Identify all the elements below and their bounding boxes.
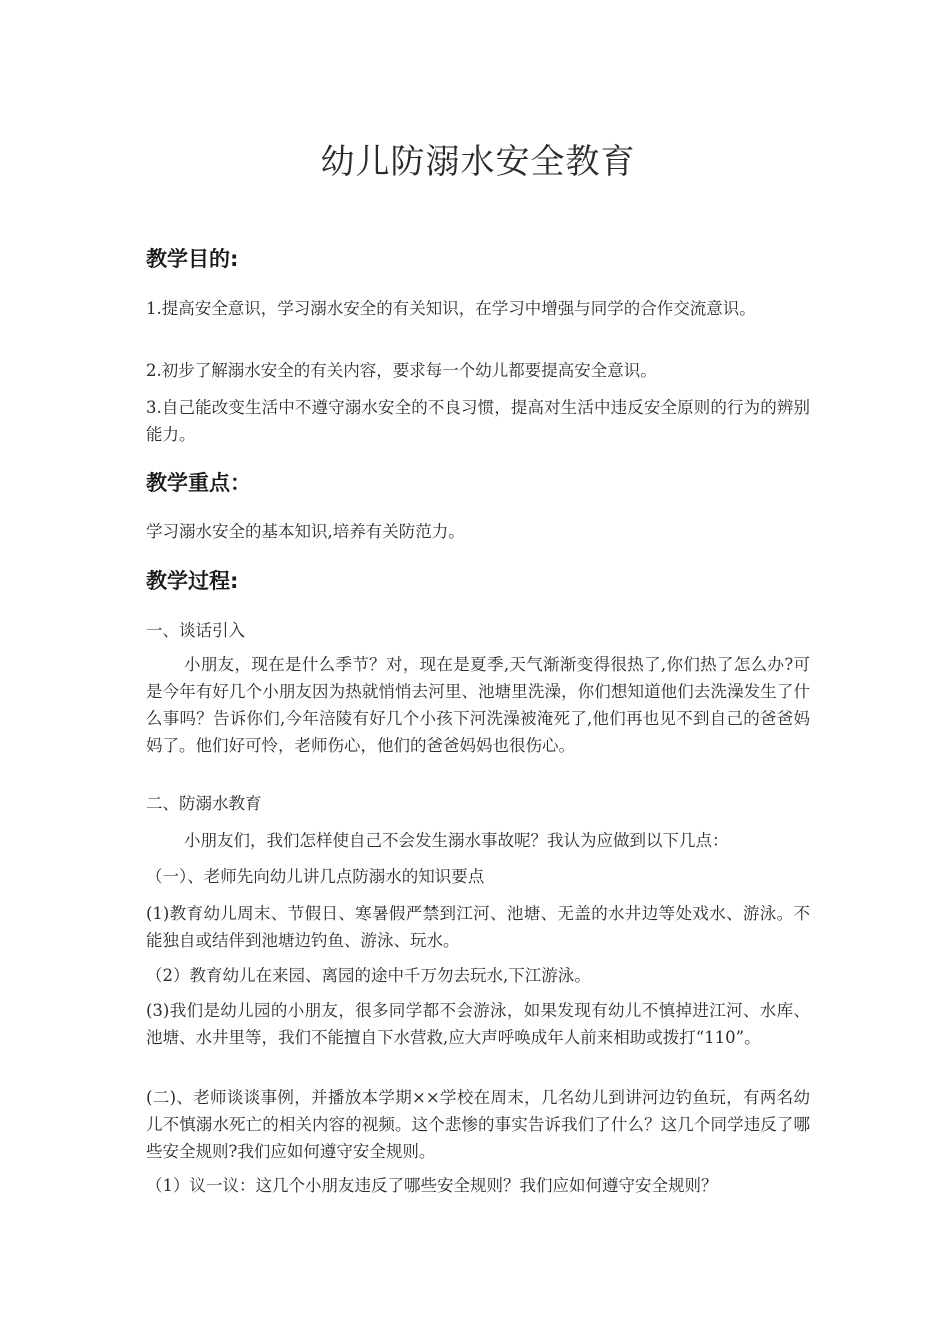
process-sub2-text: (二)、老师谈谈事例，并播放本学期××学校在周末，几名幼儿到讲河边钓鱼玩，有两名幼儿不慎溺水死亡的相关内容的视频。这个悲惨的事实告诉我们了什么？这几个同学违反了哪些安全规则?我们应如何遵守安全规则。 xyxy=(146,1088,810,1161)
objective-item-3: 3.自己能改变生活中不遵守溺水安全的不良习惯，提高对生活中违反安全原则的行为的辨别能力。 xyxy=(146,398,810,444)
process-sub2-item-1: （1）议一议：这几个小朋友违反了哪些安全规则？我们应如何遵守安全规则？ xyxy=(146,1176,718,1195)
document-title: 幼儿防溺水安全教育 xyxy=(320,142,636,182)
process-sub1-item-2: （2）教育幼儿在来园、离园的途中千万勿去玩水,下江游泳。 xyxy=(146,966,591,985)
heading-process: 教学过程: xyxy=(146,569,239,593)
heading-key-points: 教学重点： xyxy=(146,471,251,495)
process-sub1-title: （一）、老师先向幼儿讲几点防溺水的知识要点 xyxy=(146,867,485,886)
heading-objectives: 教学目的: xyxy=(146,247,239,271)
process-part2-intro: 小朋友们，我们怎样使自己不会发生溺水事故呢？我认为应做到以下几点： xyxy=(184,831,729,850)
objective-item-2: 2.初步了解溺水安全的有关内容，要求每一个幼儿都要提高安全意识。 xyxy=(146,361,657,380)
process-part1-title: 一、谈话引入 xyxy=(146,621,245,640)
objective-item-1: 1.提高安全意识，学习溺水安全的有关知识，在学习中增强与同学的合作交流意识。 xyxy=(146,299,756,318)
process-part1-text: 小朋友，现在是什么季节？对，现在是夏季,天气渐渐变得很热了,你们热了怎么办?可是今年有好几个小朋友因为热就悄悄去河里、池塘里洗澡，你们想知道他们去洗澡发生了什么事吗？告诉你们,今年涪陵有好几个小孩下河洗澡被淹死了,他们再也见不到自己的爸爸妈妈了。他们好可怜，老师伤心，他们的爸爸妈妈也很伤心。 xyxy=(146,655,810,755)
process-part2-title: 二、防溺水教育 xyxy=(146,794,262,813)
process-sub1-item-3: (3)我们是幼儿园的小朋友，很多同学都不会游泳，如果发现有幼儿不慎掉进江河、水库、池塘、水井里等，我们不能擅自下水营救,应大声呼唤成年人前来相助或拨打“110”。 xyxy=(146,1001,810,1047)
key-points-text: 学习溺水安全的基本知识,培养有关防范力。 xyxy=(146,522,465,541)
process-sub1-item-1: (1)教育幼儿周末、节假日、寒暑假严禁到江河、池塘、无盖的水井边等处戏水、游泳。不能独自或结伴到池塘边钓鱼、游泳、玩水。 xyxy=(146,904,810,950)
